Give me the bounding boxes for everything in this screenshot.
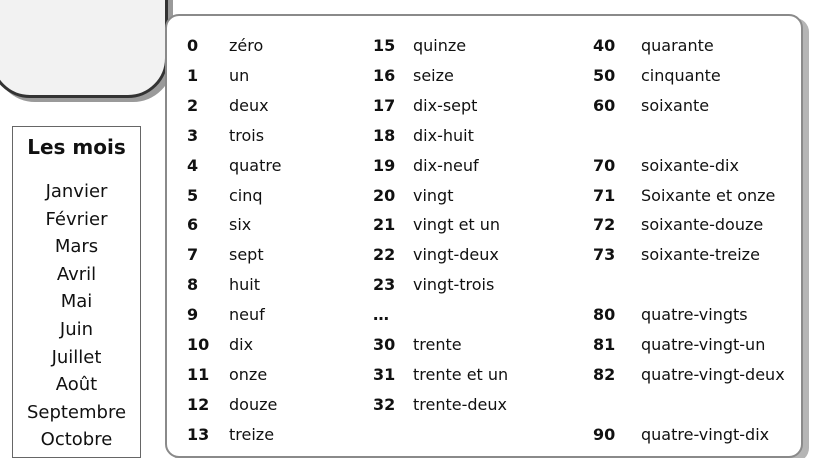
number-entry bbox=[187, 243, 387, 267]
number-digit: 12 bbox=[187, 394, 210, 414]
number-digit: 11 bbox=[187, 364, 210, 384]
number-digit: 81 bbox=[593, 335, 616, 354]
number-word: trente-deux bbox=[413, 394, 507, 414]
number-digit: 70 bbox=[593, 155, 616, 175]
number-digit: 50 bbox=[593, 65, 616, 85]
number-word: un bbox=[229, 65, 250, 85]
number-entry bbox=[373, 363, 573, 387]
number-digit: 6 bbox=[187, 215, 199, 235]
number-word: seize bbox=[413, 65, 454, 85]
month-item: Juin bbox=[59, 319, 94, 340]
number-digit: 5 bbox=[187, 185, 199, 205]
number-word: dix-huit bbox=[413, 125, 474, 145]
title-bubble bbox=[0, 0, 168, 98]
number-digit: 40 bbox=[593, 36, 616, 55]
number-digit: 21 bbox=[373, 215, 396, 235]
number-digit: 80 bbox=[593, 305, 616, 325]
number-word: soixante-treize bbox=[641, 245, 760, 265]
number-entry bbox=[593, 303, 793, 327]
number-word: trente bbox=[413, 335, 462, 354]
number-digit: 31 bbox=[373, 364, 396, 384]
number-word: Soixante et onze bbox=[641, 185, 776, 205]
number-digit: 3 bbox=[187, 125, 199, 145]
number-digit: 0 bbox=[187, 36, 199, 55]
number-word: vingt-deux bbox=[413, 245, 499, 265]
number-entry bbox=[593, 154, 793, 178]
number-entry bbox=[373, 213, 573, 237]
number-word: onze bbox=[229, 364, 268, 384]
number-digit: 9 bbox=[187, 305, 199, 325]
month-item: Octobre bbox=[40, 429, 113, 451]
number-digit: 8 bbox=[187, 275, 199, 295]
number-word: vingt-trois bbox=[413, 275, 495, 295]
number-digit: 32 bbox=[373, 394, 396, 414]
number-entry bbox=[187, 34, 387, 58]
number-digit: 17 bbox=[373, 95, 396, 115]
month-item: Août bbox=[55, 374, 98, 396]
number-word: soixante bbox=[641, 95, 710, 115]
number-digit: 10 bbox=[187, 335, 210, 354]
month-item: Février bbox=[45, 208, 108, 230]
number-entry bbox=[373, 243, 573, 267]
number-digit: 71 bbox=[593, 185, 616, 205]
month-item: Septembre bbox=[26, 401, 127, 423]
number-entry bbox=[373, 273, 573, 297]
number-word: sept bbox=[229, 245, 264, 265]
number-digit: 15 bbox=[373, 36, 396, 55]
number-word: trois bbox=[229, 125, 265, 145]
number-word: quatre-vingt-un bbox=[641, 335, 766, 354]
number-digit: … bbox=[373, 305, 389, 325]
number-entry bbox=[187, 393, 387, 417]
number-word: treize bbox=[229, 424, 275, 444]
months-box bbox=[12, 126, 141, 458]
number-digit: 30 bbox=[373, 335, 396, 354]
number-digit: 23 bbox=[373, 275, 396, 295]
number-entry bbox=[593, 243, 793, 267]
number-word: dix-sept bbox=[413, 95, 478, 115]
number-entry bbox=[187, 154, 387, 178]
number-digit: 1 bbox=[187, 65, 199, 85]
number-word: cinquante bbox=[641, 65, 721, 85]
number-entry bbox=[187, 64, 387, 88]
number-digit: 18 bbox=[373, 125, 396, 145]
month-item: Mars bbox=[54, 236, 99, 258]
number-word: quatre bbox=[229, 155, 282, 175]
number-word: soixante-douze bbox=[641, 215, 764, 235]
number-digit: 13 bbox=[187, 424, 210, 444]
number-entry bbox=[593, 94, 793, 118]
number-word: quarante bbox=[641, 36, 714, 55]
number-word: dix bbox=[229, 335, 254, 354]
number-word: vingt et un bbox=[413, 215, 501, 235]
number-entry bbox=[187, 213, 387, 237]
number-entry bbox=[187, 363, 387, 387]
number-word: quinze bbox=[413, 36, 467, 55]
numbers-panel bbox=[165, 14, 803, 458]
number-entry bbox=[187, 273, 387, 297]
number-entry bbox=[373, 303, 573, 327]
number-entry bbox=[593, 64, 793, 88]
number-entry bbox=[373, 34, 573, 58]
month-item: Avril bbox=[56, 263, 97, 285]
number-entry bbox=[593, 213, 793, 237]
number-digit: 2 bbox=[187, 95, 199, 115]
number-entry bbox=[373, 154, 573, 178]
number-digit: 82 bbox=[593, 364, 616, 384]
number-word: six bbox=[229, 215, 252, 235]
number-word: trente et un bbox=[413, 364, 509, 384]
number-entry bbox=[373, 94, 573, 118]
number-entry bbox=[373, 64, 573, 88]
number-word: vingt bbox=[413, 185, 454, 205]
number-entry bbox=[593, 34, 793, 58]
number-entry bbox=[373, 333, 573, 357]
number-digit: 72 bbox=[593, 215, 616, 235]
number-entry bbox=[187, 184, 387, 208]
number-word: dix-neuf bbox=[413, 155, 479, 175]
number-entry bbox=[593, 333, 793, 357]
number-entry bbox=[187, 124, 387, 148]
number-word: zéro bbox=[229, 36, 264, 55]
number-word: douze bbox=[229, 394, 278, 414]
number-entry bbox=[373, 393, 573, 417]
number-word: soixante-dix bbox=[641, 155, 739, 175]
number-digit: 90 bbox=[593, 424, 616, 444]
number-digit: 16 bbox=[373, 65, 396, 85]
month-item: Janvier bbox=[45, 181, 108, 202]
number-digit: 7 bbox=[187, 245, 199, 265]
number-entry bbox=[593, 363, 793, 387]
number-word: deux bbox=[229, 95, 269, 115]
number-digit: 4 bbox=[187, 155, 199, 175]
number-digit: 73 bbox=[593, 245, 616, 265]
number-digit: 22 bbox=[373, 245, 396, 265]
number-entry bbox=[593, 184, 793, 208]
month-item: Juillet bbox=[51, 346, 102, 368]
number-digit: 19 bbox=[373, 155, 396, 175]
number-word: cinq bbox=[229, 185, 263, 205]
number-word: neuf bbox=[229, 305, 265, 325]
number-entry bbox=[373, 184, 573, 208]
number-digit: 20 bbox=[373, 185, 396, 205]
month-item: Mai bbox=[60, 291, 93, 313]
number-entry bbox=[373, 124, 573, 148]
number-digit: 60 bbox=[593, 95, 616, 115]
months-title: Les mois bbox=[27, 135, 126, 159]
number-word: quatre-vingt-dix bbox=[641, 424, 770, 444]
number-entry bbox=[187, 303, 387, 327]
number-word: quatre-vingt-deux bbox=[641, 364, 785, 384]
number-entry bbox=[187, 333, 387, 357]
number-word: quatre-vingts bbox=[641, 305, 748, 325]
number-word: huit bbox=[229, 275, 260, 295]
number-entry bbox=[187, 94, 387, 118]
